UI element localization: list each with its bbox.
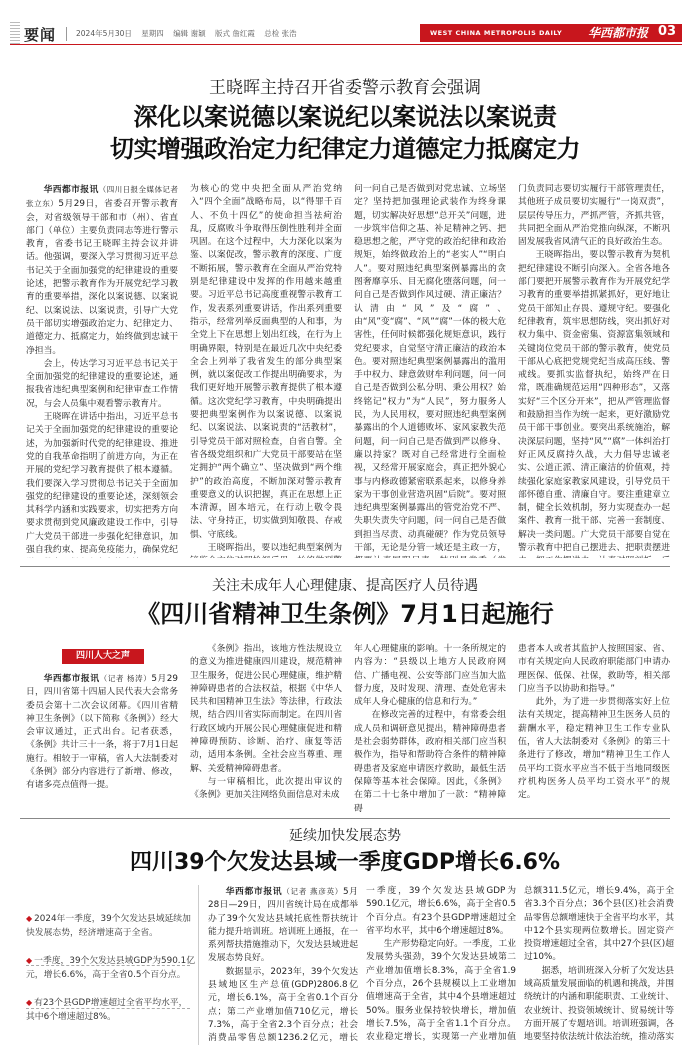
story1-paragraph: 为核心的党中央把全面从严治党纳入“四个全面”战略布局，以“得罪千百人、不负十四亿”的使命担当祛疴治乱，反腐败斗争取得压倒性胜利并全面巩固。在这个过程中，大力深化以案为鉴、以案促改，警示教育的深度、广度不断拓展，警示教育在全面从严治党特别是纪律建设中发挥的作用越来越重要。习近平总书记高度重视警示教育工作，发表系列重要讲话，作出系列重要指示，经常列举反面典型的人和事，为全党上下在思想上划出红线，在行为上明确界限，特别是在最近几次中央纪委全会上列举了我省发生的部分典型案例，就以案促改工作提出明确要求，为我们更好地开展警示教育提供了根本遵循。这次党纪学习教育，中央明确提出要把典型案例作为以案说德、以案说纪、以案说法、以案说责的“活教材”，引导党员干部对照检查，自省自警。全省各级党组织和广大党员干部要站在坚定拥护“两个确立”、坚决做到“两个维护”的政治高度，不断加深对警示教育重要意义的认识把握，真正在思想上正本清源，固本培元，在行动上敬令畏法、守身持正，切实做到知敬畏、存戒惧、守底线。 [190, 184, 342, 540]
story1-byline: 华西都市报讯 [43, 185, 99, 195]
editor-credit: 编辑 谢颖 [173, 29, 206, 38]
section-name: 要闻 [24, 26, 57, 44]
page-number: 03 [658, 24, 677, 39]
diamond-icon: ◆ [26, 998, 33, 1007]
diamond-icon: ◆ [26, 914, 33, 923]
highlight-divider [26, 1008, 190, 1009]
story1-title-line2: 切实增强政治定力纪律定力道德定力抵腐定力 [110, 135, 580, 163]
highlight-item [26, 996, 196, 1024]
header-decoration [10, 22, 20, 44]
diamond-icon: ◆ [26, 956, 33, 965]
column-badge: 四川人大之声 [62, 649, 144, 664]
check-credit: 总检 张浩 [264, 29, 297, 38]
story3-byline: 华西都市报讯 [225, 887, 283, 897]
story1-paragraph: 王晓晖指出，要以违纪典型案例为 [207, 543, 342, 554]
story1-paragraph: 王晓晖在讲话中指出，习近平总书记关于全面加强党的纪律建设的重要论述，为加强新时代党的纪律建设、推进党的自我革命指明了前进方向，为正在开展的党纪学习教育提供了根本遵循。我们要深入学习贯彻总书记关于全面加强党的纪律建设的重要论述，深刻领会其科学内涵和实践要求，切实把秀方向要求贯彻到党风廉政建设工作中，引导广大党员干部进一步强化纪律意识，加强自我约束、提高免疫能力，确保党纪 [26, 412, 178, 556]
page-header [0, 0, 690, 44]
story-divider [20, 566, 670, 567]
story1-byline-tag: （四川日报全媒体记者 张立东） [26, 185, 178, 209]
story3-highlights [26, 912, 196, 1038]
story3-paragraph: 一季度，39个欠发达县域GDP为590.1亿元，增长6.6%，高于全省0.5个百分点。有23个县GDP增速超过全省平均水平，其中6个增速超过8%。 [366, 886, 516, 936]
story3-paragraph: 5月28日—29日，四川省统计局在成都举办了39个欠发达县域托底性帮扶统计能力提升培训班。培训班上通报，在一系列帮扶措施推动下，欠发达县域进起发展态势良好。 [208, 887, 358, 964]
story1-paragraph: 问一问自己是否做到对党忠诚、立场坚定？坚持把加强理论武装作为终身课题，切实解决好思想“总开关”问题，进一步筑牢信仰之基、补足精神之钙、把稳思想之舵，严守党的政治纪律和政治规矩，始终做政治上的“老实人”“明白人”。要对照违纪典型案例暴露出的贪图奢靡享乐、目无腐化堕落问题，问一问自己是否做到作风过硬、清正廉洁？认清由“风”及“腐”、由“风”变“腐”、“风”“腐”一体的极大危害性，任何时候都强化规矩意识，践行党纪要求，自觉坚守清正廉洁的政治本色。要对照违纪典型案例暴露出的滥用手中权力、肆意敛财牟利问题，问一问自己是否做到公私分明、秉公用权？始终铭记“权力”为“人民”，努力服务人民，为人民用权，要对照违纪典型案例暴露出的个人道德败坏、家风家教失范问题，问一问自己是否做到严以修身、廉以持家？既对自己经常进行全面检视，又经常开展家庭会，真正把外貌心事与内修政德紧密联系起来，以修身养家为干事创业营造巩固“后院”。要对照违纪典型案例暴露出的管党治党不严、失职失责失守问题，问一问自己是否做到担当尽责、动真碰硬？作为党员领导干部，无论是分管一域还是主政一方， [354, 184, 506, 554]
story1-paragraph: 门负责同志要切实履行干部管理责任，其他班子成员要切实履行“一岗双责”，层层传导压力，严抓严管，齐抓共管，共同把全面从严治党推向纵深，不断巩固发展我省风清气正的良好政治生态。 [518, 184, 670, 248]
story3-column-1 [208, 885, 358, 1045]
highlight-text: 一季度，39个欠发达县域GDP为590.1亿元，增长6.6%，高于全省0.5个百分点。 [26, 956, 195, 980]
story3-paragraph: 据悉，培训班深入分析了欠发达县域高质量发展面临的机遇和挑战，并围绕统计的内涵和职能职责、工业统计、农业统计、投资领域统计、贸易统计等方面开展了专题培训。培训班强调，各地要坚持依法统计依法治统，推动落实 [524, 965, 674, 1043]
story1-paragraph: 会上，传达学习习近平总书记关于全面加强党的纪律建设的重要论述，通报我省违纪典型案例和纪律审查工作情况，与会人员集中观看警示教育片。 [26, 358, 178, 409]
story2-column-4 [518, 643, 670, 813]
story1-column-4 [518, 183, 670, 558]
story3-subtitle: 延续加快发展态势 [289, 828, 401, 844]
story1-paragraph: 王晓晖指出，要以警示教育为契机把纪律建设不断引向深入。全省各地各部门要把开展警示教育作为开展党纪学习教育的重要举措抓紧抓好，更好地让党员干部知止存畏、遵规守纪。要强化纪律教育，筑牢思想防线，突出抓好对权力集中、资金密集、资源富集领域和关键岗位党员干部的警示教育，使党员干部从心底把党规党纪当成高压线、警戒线。要抓实监督执纪，始终严在日常，既准确规范运用“四种形态”，又落实好“三个区分开来”，把从严管理监督和鼓励担当作为统一起来，更好激励党员干部干事创业。要突出系统施治，解决深层问题，坚持“风”“腐”一体纠治打好正风反腐持久战，大力倡导忠诚老实、公道正派、清正廉洁的价值观，持续强化家庭家教家风建设，引导党员干部怀德自重、清廉自守。要注重建章立制，健全长效机制，努力实现查办一起案件、教育一批干部、完善一套制度、解决一类问题。广大党员干部要自觉在警示教育中把自己摆进去、把职责摆进 [518, 250, 670, 554]
story2-title: 《四川省精神卫生条例》7月1日起施行 [136, 600, 554, 628]
story2-column-2 [190, 643, 342, 813]
story1-subtitle: 王晓晖主持召开省委警示教育会强调 [209, 78, 481, 98]
story2-paragraph: 与一审稿相比，此次提出审议的《条例》更加关注网络负面信息对未成 [190, 776, 342, 801]
header-divider [66, 27, 67, 41]
story-divider [20, 818, 670, 819]
column-divider [198, 885, 199, 1045]
story1-title-line1: 深化以案说德以案说纪以案说法以案说责 [133, 103, 557, 131]
highlight-divider [26, 965, 190, 966]
story3-column-3 [524, 885, 674, 1045]
story3-byline-tag: （记者 燕彦英） [282, 887, 343, 896]
story3-column-2 [366, 885, 516, 1045]
header-rule [10, 44, 682, 45]
newspaper-logo: 华西都市报 [588, 26, 649, 40]
story1-paragraph: 5月29日，省委召开警示教育会，对省级领导干部和市（州）、省直部门（单位）主要负责同志等进行警示教育，省委书记王晓晖主持会议并讲话。他强调，要深入学习贯彻习近平总书记关于全面加强党的纪律建设的重要论述，把警示教育作为开展党纪学习教育的重要举措，深化以案说德、以案说纪、以案说法、以案说责，引导广大党员干部切实增强政治定力、纪律定力、道德定力、抵腐定力，始终做到忠诚干净担当。 [26, 199, 178, 356]
story2-paragraph: 此外，为了进一步贯彻落实好上位法有关规定，提高精神卫生医务人员的薪酬水平，稳定精神卫生工作专业队伍，省人大法制委对《条例》的第三十条进行了修改，增加“精神卫生工作人员平均工资水平应当不低于当地同级医疗机构医务人员平均工资水平”的规定。 [518, 697, 670, 801]
story2-paragraph: 年人心理健康的影响。十一条所规定的内容为：“县级以上地方人民政府网信、广播电视、公安等部门应当加大监督力度，及时发现、清理、查处危害未成年人身心健康的信息和行为。” [354, 644, 506, 708]
story2-column-1 [26, 672, 178, 812]
highlight-item [26, 954, 196, 982]
story2-paragraph: 《条例》指出，该地方性法规设立的意义为推进健康四川建设，规范精神卫生服务，促进公民心理健康，维护精神障碍患者的合法权益，根据《中华人民共和国精神卫生法》等法律，行政法规，结合四川省实际而制定。在四川省行政区域内开展公民心理健康促进和精神障碍预防、诊断、治疗、康复等活动，适用本条例。全社会应当尊重、理解、关爱精神障碍患者。 [190, 644, 342, 774]
story3-paragraph: 生产形势稳定向好。一季度，工业发展势头强劲，39个欠发达县域第二产业增加值增长8.3%，高于全省1.9个百分点，26个县规模以上工业增加值增速高于全省，其中4个县增速超过50%。服务业保持较快增长，增加值增长7.5%，高于全省1.1个百分点。农业稳定增长，实现第一产业增加值 [366, 939, 516, 1043]
story1-column-3 [354, 183, 506, 558]
story3-paragraph: 数据显示，2023年，39个欠发达县域地区生产总值(GDP)2806.8亿元，增长6.1%，高于全省0.1个百分点；第二产业增加值710亿元，增长7.3%，高于全省2.3个百分点；社会消费品零售总额1236.2亿元，增长 [208, 966, 358, 1044]
story1-column-1 [26, 183, 178, 558]
issue-weekday: 星期四 [141, 29, 164, 38]
highlight-text: 有23个县GDP增速超过全省平均水平，其中6个增速超过8%。 [26, 998, 188, 1022]
story3-paragraph: 总额311.5亿元，增长9.4%，高于全省3.3个百分点；36个县(区)社会消费品零售总额增速快于全省平均水平，其中12个县实现两位数增长。固定资产投资增速超过全省，其中27个县(区)超过10%。 [524, 886, 674, 963]
issue-date: 2024年5月30日 [76, 29, 132, 38]
layout-credit: 版式 詹红霞 [214, 29, 255, 38]
story2-paragraph: 在修改完善的过程中，有常委会组成人员和调研意见提出，精神障碍患者是社会弱势群体，政府相关部门应当积极作为，指导和帮助符合条件的精神障碍患者及家庭申请医疗救助，最低生活保障等基本社会保障。因此，《条例》在第二十七条中增加了一款：“精神障碍 [354, 710, 506, 813]
header-meta [76, 28, 304, 39]
story3-title: 四川39个欠发达县域一季度GDP增长6.6% [129, 850, 561, 875]
story2-column-3 [354, 643, 506, 813]
masthead-english: WEST CHINA METROPOLIS DAILY [430, 29, 563, 37]
story2-byline-tag: （记者 杨涛） [99, 674, 152, 683]
story2-paragraph: 患者本人或者其监护人按照国家、省、市有关规定向人民政府职能部门申请办理医保、低保、社保，救助等，相关部门应当予以协助和指导。” [518, 644, 670, 694]
story2-paragraph: 5月29日，四川省第十四届人民代表大会常务委员会第十二次会议闭幕。《四川省精神卫生条例》（以下简称《条例》）经大会审议通过，正式出台。记者获悉，《条例》共计三十一条，将于7月1日起施行。相较于一审稿，省人大法制委对《条例》部分内容进行了新增、修改，有诸多亮点值得一提。 [26, 674, 178, 791]
highlight-text: 2024年一季度，39个欠发达县域延续加快发展态势，经济增速高于全省。 [26, 914, 191, 938]
story2-byline: 华西都市报讯 [43, 674, 100, 684]
highlight-item [26, 912, 196, 940]
story2-subtitle: 关注未成年人心理健康、提高医疗人员待遇 [212, 578, 478, 594]
story1-column-2 [190, 183, 342, 558]
